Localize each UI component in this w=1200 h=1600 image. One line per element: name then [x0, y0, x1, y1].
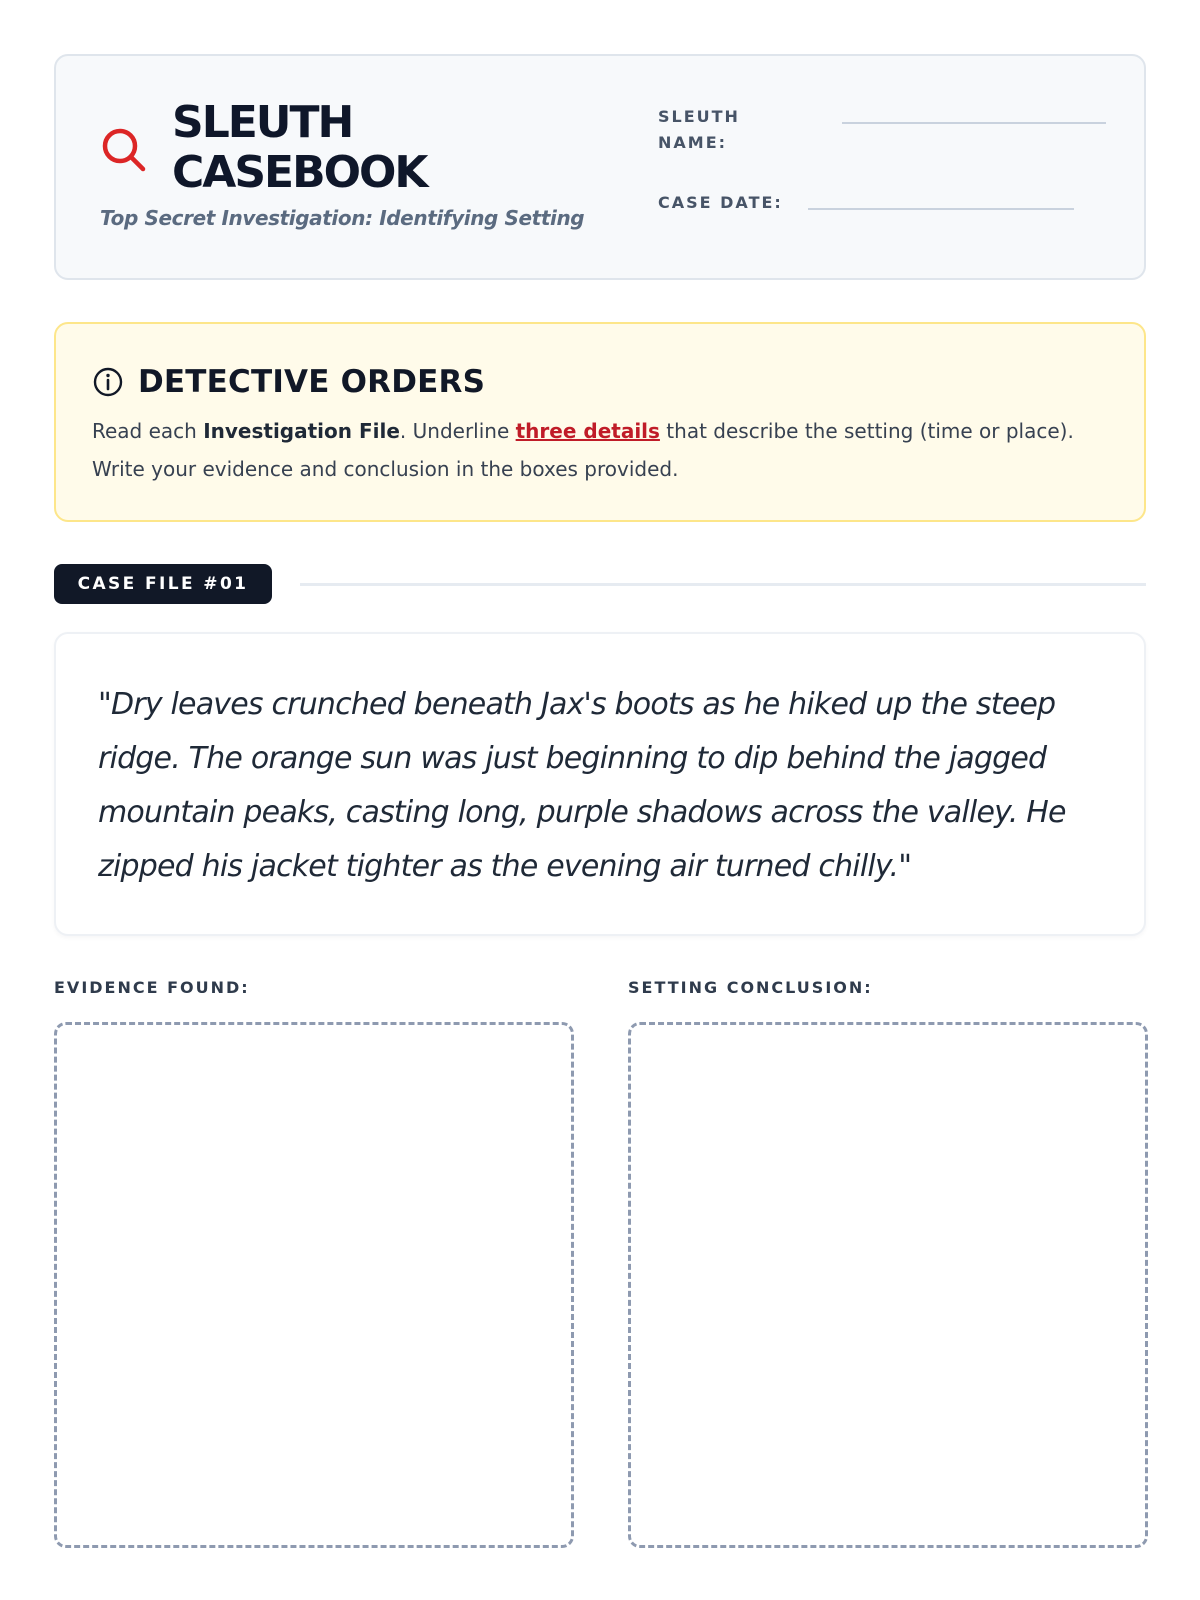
case-file-badge: CASE FILE #01 — [54, 564, 272, 604]
orders-text-highlight: three details — [515, 419, 660, 443]
header-card — [54, 54, 1146, 280]
magnifying-glass-icon — [100, 126, 148, 174]
passage-text: "Dry leaves crunched beneath Jax's boots as he hiked up the steep ridge. The orange sun was just beginning to dip behind the jagged mountain peaks, casting long, purple shadows across the valley. He zipped his jacket tighter as the evening air turned chilly." — [98, 687, 1066, 884]
page-title — [172, 98, 427, 198]
orders-text-part-1: Read each — [92, 419, 204, 443]
evidence-answer-box[interactable] — [54, 1022, 574, 1548]
title-line-1: SLEUTH — [172, 97, 353, 148]
info-icon — [92, 366, 124, 398]
sleuth-name-label: SLEUTH NAME: — [658, 107, 740, 152]
orders-text-bold: Investigation File — [203, 419, 400, 443]
detective-orders-panel — [54, 322, 1146, 522]
orders-text-part-2: . Underline — [399, 419, 516, 443]
orders-instructions — [92, 412, 1102, 488]
conclusion-label: SETTING CONCLUSION: — [628, 978, 873, 997]
case-date-label: CASE DATE: — [658, 193, 783, 212]
evidence-label: EVIDENCE FOUND: — [54, 978, 250, 997]
case-date-line[interactable] — [808, 208, 1074, 210]
orders-text-part-3: that describe the setting (time or place). Write your evidence and conclusion in the boxes provided. — [92, 419, 1074, 481]
conclusion-answer-box[interactable] — [628, 1022, 1148, 1548]
case-file-divider — [300, 583, 1146, 586]
orders-title: DETECTIVE ORDERS — [138, 364, 486, 400]
sleuth-name-line[interactable] — [842, 122, 1106, 124]
page-subtitle: Top Secret Investigation: Identifying Setting — [100, 206, 585, 230]
title-line-2: CASEBOOK — [172, 147, 427, 198]
passage-card — [54, 632, 1146, 936]
